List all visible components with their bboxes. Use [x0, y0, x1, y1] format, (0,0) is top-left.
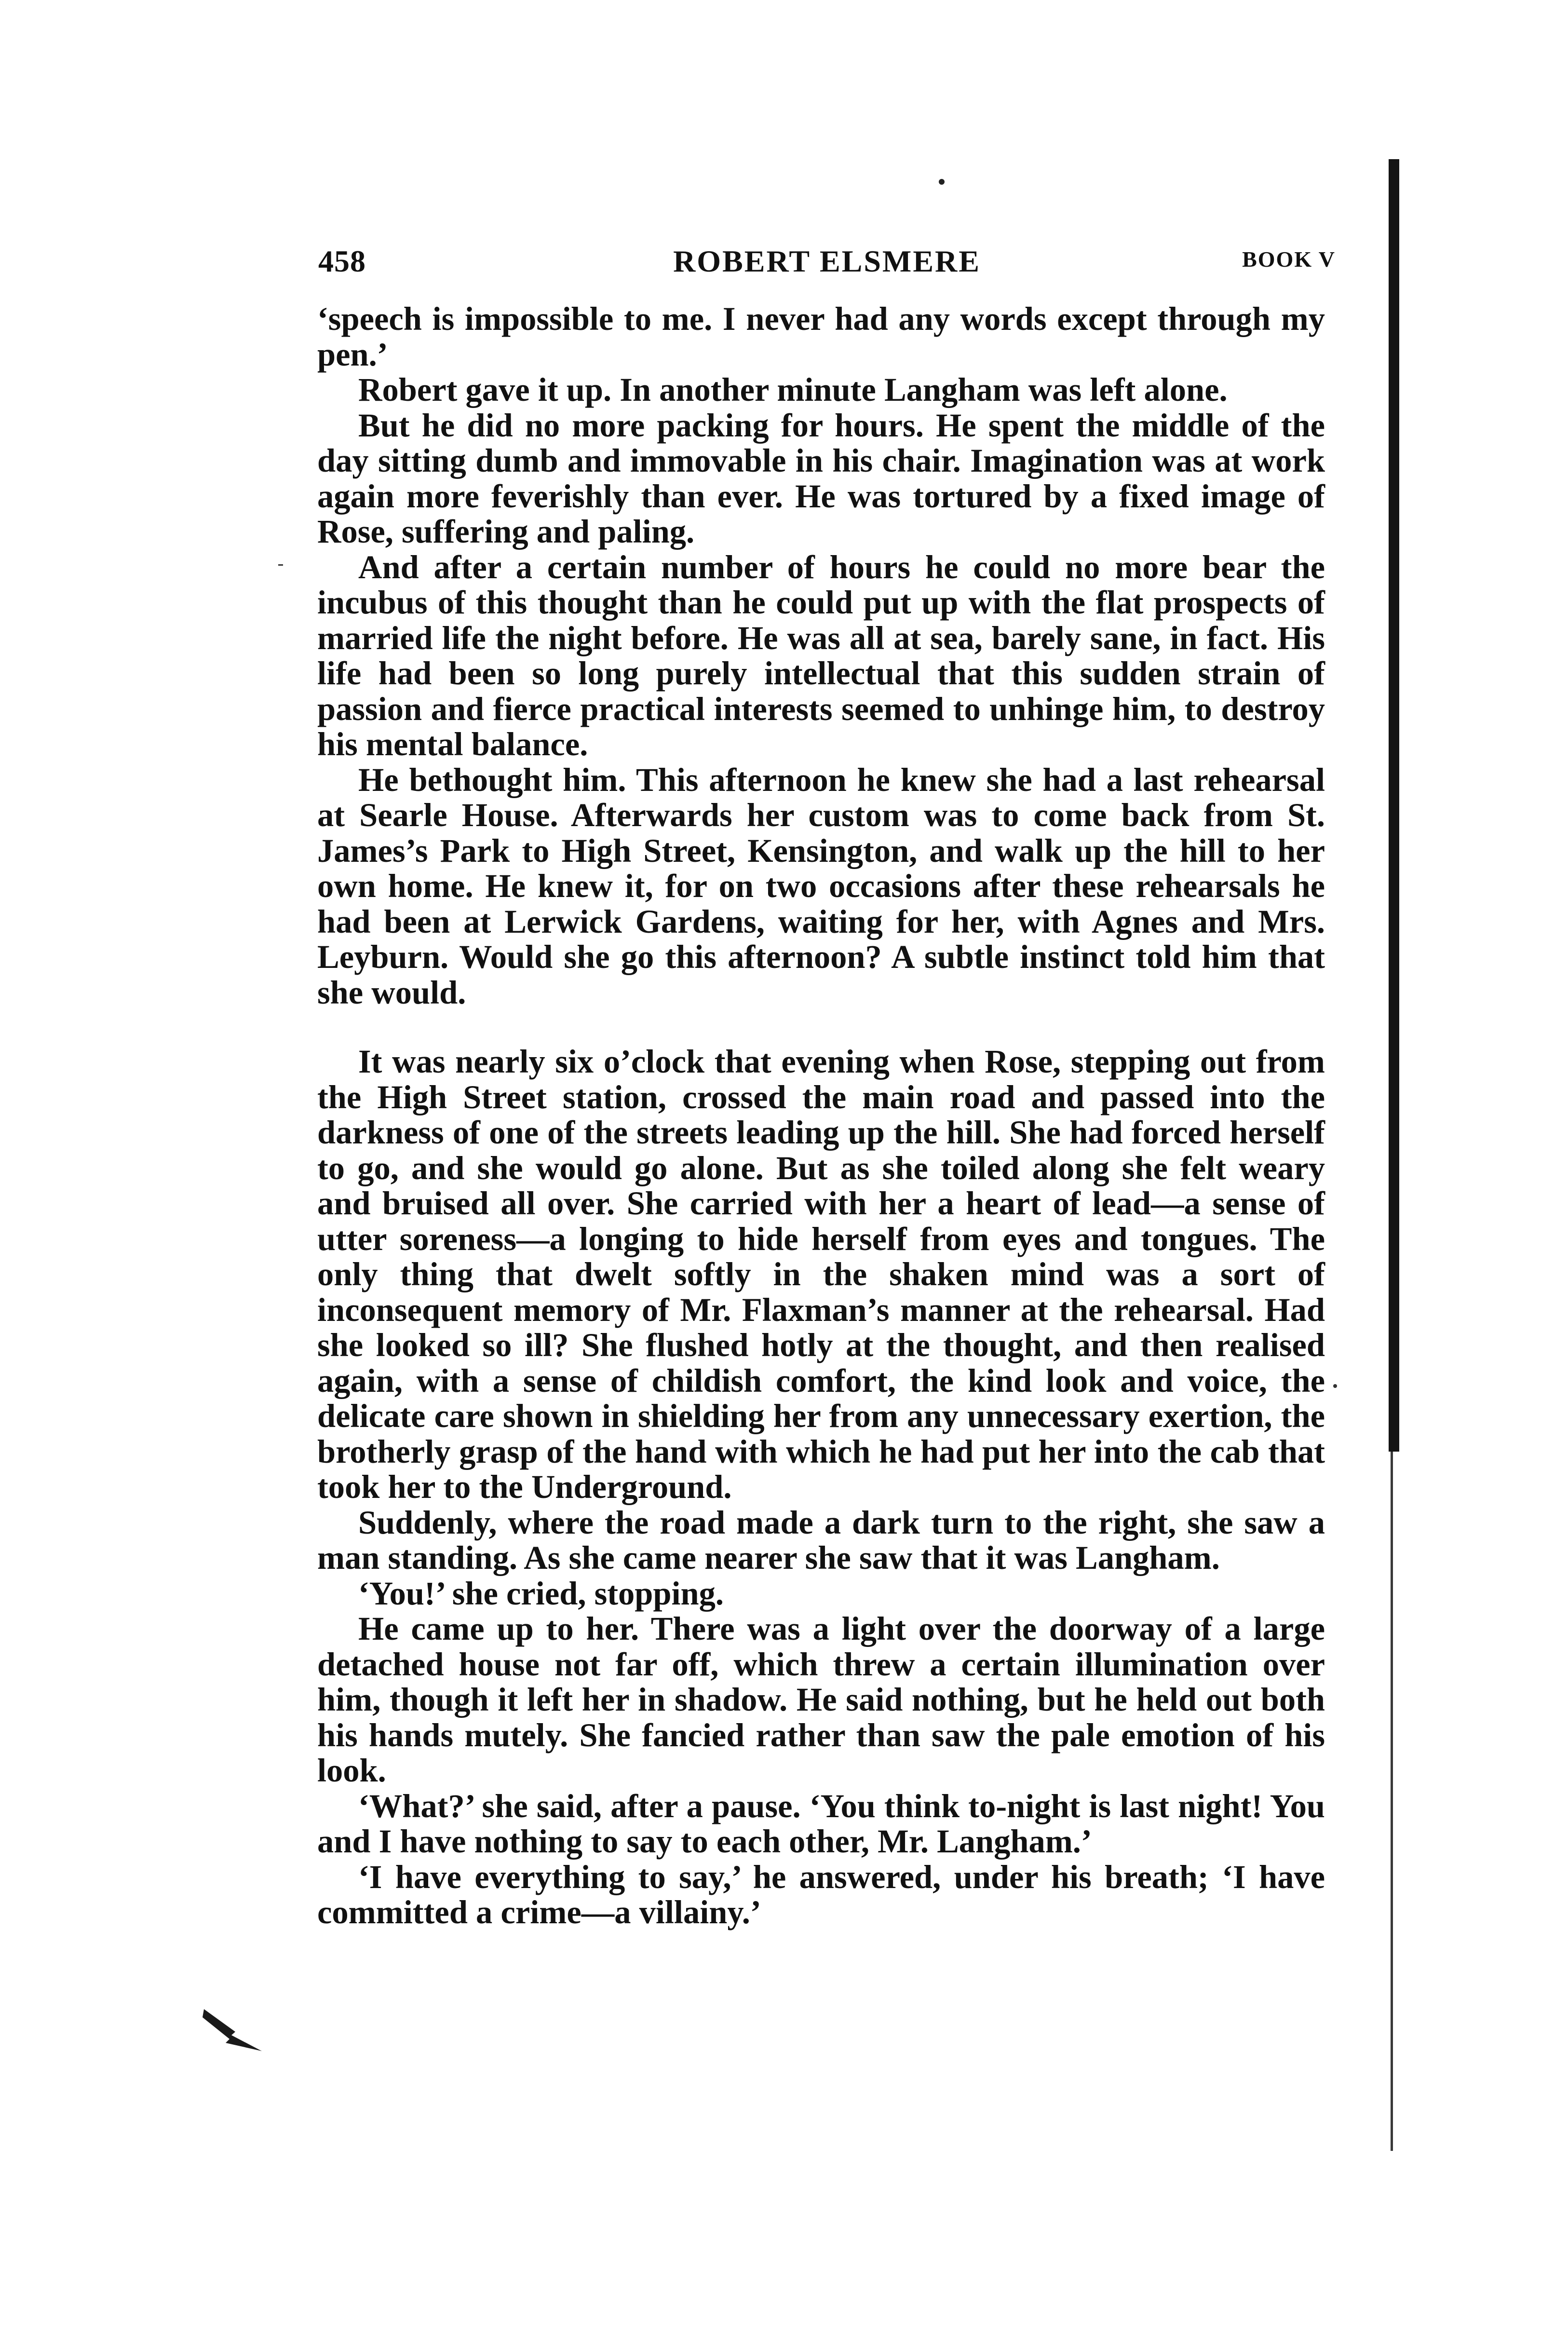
paragraph: But he did no more packing for hours. He spent the middle of the day sitting dumb and immovable in his chair. Imagination was at work again more feverishly than ever. He was tortured by a fixed image of Rose, suffering and paling. — [317, 407, 1325, 550]
paragraph: ‘I have everything to say,’ he answered, under his breath; ‘I have committed a crime—a villainy.’ — [317, 1858, 1325, 1931]
printing-speck — [939, 179, 945, 185]
paragraph: Suddenly, where the road made a dark turn to the right, she saw a man standing. As she came nearer she saw that it was Langham. — [317, 1504, 1325, 1576]
book-label: BOOK V — [1242, 247, 1336, 272]
paragraph: ‘You!’ she cried, stopping. — [358, 1575, 724, 1612]
paragraph: He came up to her. There was a light over the doorway of a large detached house not far off, which threw a certain illumination over him, though it left her in shadow. He said nothing, but he held out both his hands mutely. She fancied rather than saw the pale emotion of his look. — [317, 1610, 1325, 1789]
paragraph: ‘speech is impossible to me. I never had any words except through my pen.’ — [317, 300, 1325, 373]
running-header — [318, 244, 1336, 287]
paragraph: He bethought him. This afternoon he knew she had a last rehearsal at Searle House. Afterwards her custom was to come back from St. James’s Park to High Street, Kensington, and walk up the hill to her own home. He knew it, for on two occasions after these rehearsals he had been at Lerwick Gardens, waiting for her, with Agnes and Mrs. Leyburn. Would she go this afternoon? A subtle instinct told him that she would. — [317, 761, 1325, 1011]
margin-speck — [1333, 1384, 1337, 1388]
running-title: ROBERT ELSMERE — [673, 244, 981, 278]
paragraph: Robert gave it up. In another minute Langham was left alone. — [358, 371, 1228, 408]
paragraph: And after a certain number of hours he could no more bear the incubus of this thought than he could put up with the flat prospects of married life the night before. He was all at sea, barely sane, in fact. His life had been so long purely intellectual that this sudden strain of passion and fierce practical interests seemed to unhinge him, to destroy his mental balance. — [317, 548, 1325, 762]
text-section-2 — [317, 1044, 1325, 1931]
margin-mark — [278, 564, 283, 566]
text-section-1 — [317, 301, 1325, 1010]
corner-arrow-mark — [202, 2005, 264, 2053]
page-number: 458 — [318, 244, 366, 278]
paragraph: ‘What?’ she said, after a pause. ‘You think to-night is last night! You and I have nothing to say to each other, Mr. Langham.’ — [317, 1787, 1325, 1860]
paragraph: It was nearly six o’clock that evening when Rose, stepping out from the High Street station, crossed the main road and passed into the darkness of one of the streets leading up the hill. She had forced herself to go, and she would go alone. But as she toiled along she felt weary and bruised all over. She carried with her a heart of lead—a sense of utter soreness—a longing to hide herself from eyes and tongues. The only thing that dwelt softly in the shaken mind was a sort of inconsequent memory of Mr. Flaxman’s manner at the rehearsal. Had she looked so ill? She flushed hotly at the thought, and then realised again, with a sense of childish comfort, the kind look and voice, the delicate care shown in shielding her from any unnecessary exertion, the brotherly grasp of the hand with which he had put her into the cab that took her to the Underground. — [317, 1043, 1325, 1505]
page-edge-line — [1391, 1452, 1393, 2151]
page-edge-shadow — [1389, 159, 1399, 1452]
